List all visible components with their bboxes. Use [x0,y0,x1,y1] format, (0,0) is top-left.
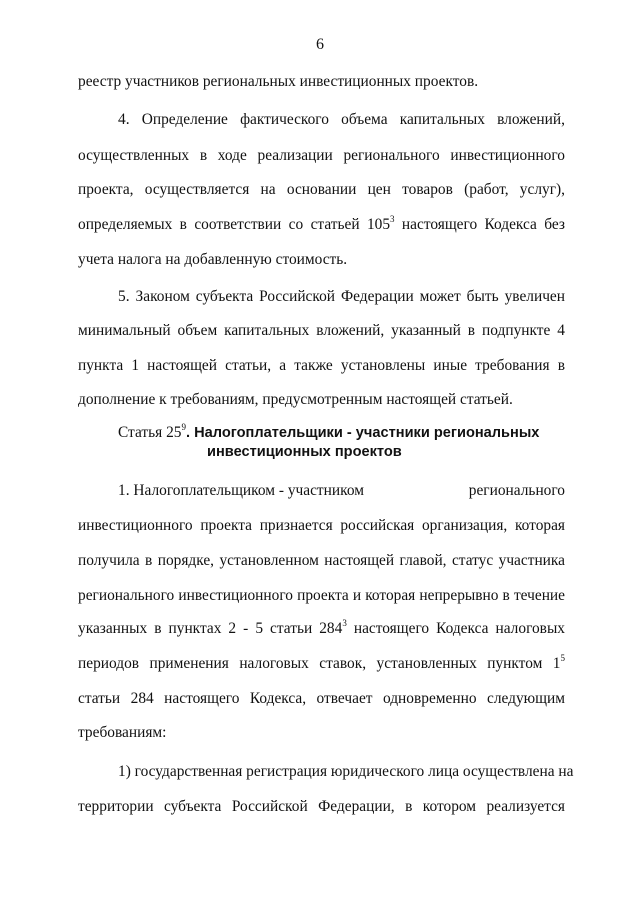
paragraph-4-line: осуществленных в ходе реализации регионального инвестиционного [78,147,565,164]
item-1-line: территории субъекта Российской Федерации, в котором реализуется [78,798,565,815]
paragraph-4-line: учета налога на добавленную стоимость. [78,251,348,268]
text-line: реестр участников региональных инвестиционных проектов. [78,73,479,90]
paragraph-1-line: инвестиционного проекта признается российская организация, которая [78,517,565,534]
paragraph-4-line: определяемых в соответствии со статьей $105^3$ настоящего Кодекса без [78,214,565,233]
paragraph-1-line: требованиям: [78,724,167,741]
paragraph-5-line: дополнение к требованиям, предусмотренным настоящей статьей. [78,391,513,408]
paragraph-1-line: указанных в пунктах 2 - 5 статьи $284^3$ настоящего Кодекса налоговых [78,618,565,637]
paragraph-5-line: минимальный объем капитальных вложений, указанный в подпункте 4 [78,322,565,339]
paragraph-1-line: 1. Налогоплательщиком - участником регионального [118,482,565,499]
paragraph-4-line: проекта, осуществляется на основании цен товаров (работ, услуг), [78,181,565,198]
paragraph-1-line: регионального инвестиционного проекта и которая непрерывно в течение [78,587,565,604]
article-heading: Статья $25^9$. Налогоплательщики - участники региональных [118,422,540,441]
paragraph-1-line: периодов применения налоговых ставок, установленных пунктом $1^5$ [78,653,565,672]
paragraph-1-line: статьи 284 настоящего Кодекса, отвечает одновременно следующим [78,690,565,707]
article-heading-continuation: инвестиционных проектов [207,444,402,460]
paragraph-5-line: 5. Законом субъекта Российской Федерации может быть увеличен [118,288,565,305]
item-1-line: 1) государственная регистрация юридического лица осуществлена на [118,763,574,780]
paragraph-1-line: получила в порядке, установленном настоящей главой, статус участника [78,552,565,569]
page-number: 6 [316,36,324,53]
paragraph-4-line: 4. Определение фактического объема капитальных вложений, [118,111,565,128]
paragraph-5-line: пункта 1 настоящей статьи, а также установлены иные требования в [78,357,565,374]
